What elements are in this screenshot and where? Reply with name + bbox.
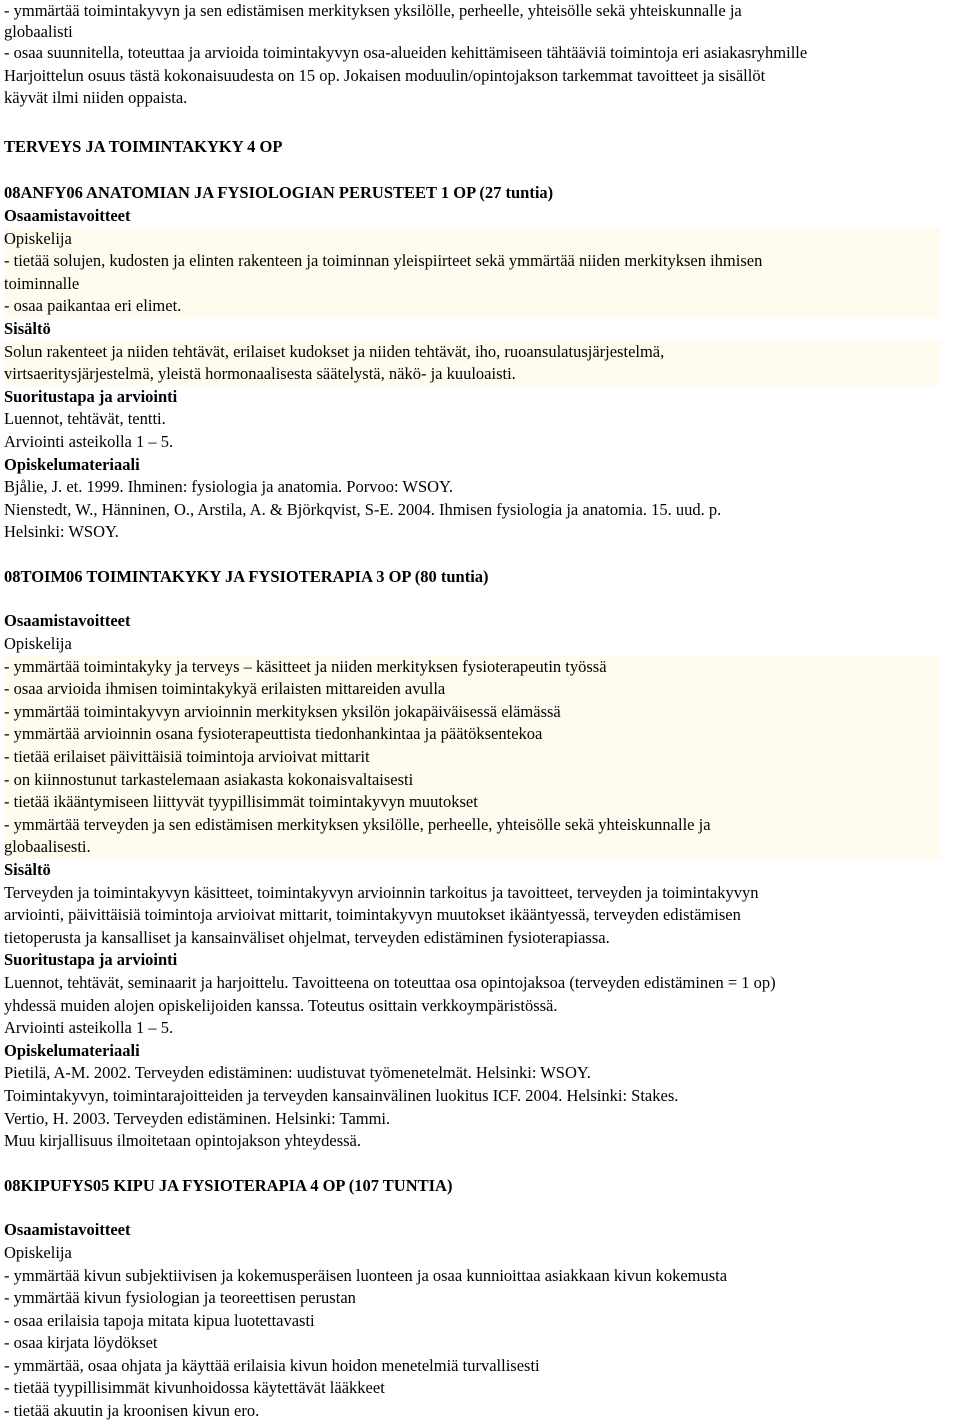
- intro-line-3: Harjoittelun osuus tästä kokonaisuudesta on 15 op. Jokaisen moduulin/opintojakson tarkemmat tavoitteet ja sisällöt käyvät ilmi niiden oppaista.: [4, 65, 766, 108]
- course1-materials-heading: Opiskelumateriaali: [4, 454, 140, 474]
- section-title: TERVEYS JA TOIMINTAKYKY 4 OP: [4, 136, 283, 156]
- course2-material-3: Vertio, H. 2003. Terveyden edistäminen. Helsinki: Tammi.: [4, 1108, 391, 1128]
- course3-title: 08KIPUFYS05 KIPU JA FYSIOTERAPIA 4 OP (107 TUNTIA): [4, 1175, 453, 1195]
- course3-student-label: Opiskelija: [4, 1242, 72, 1262]
- course2-goal-4: - ymmärtää arvioinnin osana fysioterapeuttista tiedonhankintaa ja päätöksentekoa: [4, 724, 543, 744]
- course2-goal-6: - on kiinnostunut tarkastelemaan asiakasta kokonaisvaltaisesti: [4, 769, 414, 789]
- course1-material-1: Bjålie, J. et. 1999. Ihminen: fysiologia ja anatomia. Porvoo: WSOY.: [4, 477, 453, 497]
- course2-goal-3: - ymmärtää toimintakyvyn arvioinnin merkityksen yksilön jokapäiväisessä elämässä: [4, 701, 561, 721]
- intro-line-1: - ymmärtää toimintakyvyn ja sen edistämisen merkityksen yksilölle, perheelle, yhteisölle sekä yhteiskunnalle ja globaalisti: [4, 1, 742, 41]
- course2-goal-7: - tietää ikääntymiseen liittyvät tyypillisimmät toimintakyvyn muutokset: [4, 792, 478, 812]
- course2-materials-heading: Opiskelumateriaali: [4, 1040, 140, 1060]
- course2-goal-8: - ymmärtää terveyden ja sen edistämisen merkityksen yksilölle, perheelle, yhteisölle sekä yhteiskunnalle ja globaalisesti.: [4, 814, 711, 857]
- course3-goal-2: - ymmärtää kivun fysiologian ja teoreettisen perustan: [4, 1288, 356, 1308]
- course2-goal-1: - ymmärtää toimintakyky ja terveys – käsitteet ja niiden merkityksen fysioterapeutin työssä: [4, 656, 607, 676]
- course2-material-1: Pietilä, A-M. 2002. Terveyden edistäminen: uudistuvat työmenetelmät. Helsinki: WSOY.: [4, 1063, 591, 1083]
- course2-goals-heading: Osaamistavoitteet: [4, 611, 131, 631]
- course1-title: 08ANFY06 ANATOMIAN JA FYSIOLOGIAN PERUSTEET 1 OP (27 tuntia): [4, 183, 554, 203]
- course3-goal-5: - ymmärtää, osaa ohjata ja käyttää erilaisia kivun hoidon menetelmiä turvallisesti: [4, 1355, 540, 1375]
- course3-goal-3: - osaa erilaisia tapoja mitata kipua luotettavasti: [4, 1310, 315, 1330]
- course3-goals-heading: Osaamistavoitteet: [4, 1220, 131, 1240]
- course1-method-1: Luennot, tehtävät, tentti.: [4, 409, 166, 429]
- course1-goal-1: - tietää solujen, kudosten ja elinten rakenteen ja toiminnan yleispiirteet sekä ymmärtää niiden merkityksen ihmisen toiminnalle: [4, 251, 763, 293]
- course3-goal-4: - osaa kirjata löydökset: [4, 1333, 158, 1353]
- course2-method-heading: Suoritustapa ja arviointi: [4, 950, 178, 970]
- course2-content-heading: Sisältö: [4, 860, 51, 879]
- course1-method-heading: Suoritustapa ja arviointi: [4, 386, 178, 406]
- intro-line-2: - osaa suunnitella, toteuttaa ja arvioida toimintakyvyn osa-alueiden kehittämiseen tähtääviä toimintoja eri asiakasryhmille: [4, 43, 808, 62]
- course2-method-1: Luennot, tehtävät, seminaarit ja harjoittelu. Tavoitteena on toteuttaa osa opintojaksoa (terveyden edistäminen = 1 op) yhdessä muiden alojen opiskelijoiden kanssa. Toteutus osittain verkkoympäristössä.: [4, 972, 776, 1015]
- course1-content: Solun rakenteet ja niiden tehtävät, erilaiset kudokset ja niiden tehtävät, iho, ruoansulatusjärjestelmä, virtsaeritysjärjestelmä, yleistä hormonaalisesta säätelystä, näkö- ja kuuloaisti.: [4, 341, 665, 384]
- course2-material-2: Toimintakyvyn, toimintarajoitteiden ja terveyden kansainvälinen luokitus ICF. 2004. Helsinki: Stakes.: [4, 1085, 679, 1105]
- course3-goal-1: - ymmärtää kivun subjektiivisen ja kokemusperäisen luonteen ja osaa kunnioittaa asiakkaan kivun kokemusta: [4, 1265, 728, 1285]
- course3-goal-6: - tietää tyypillisimmät kivunhoidossa käytettävät lääkkeet: [4, 1378, 385, 1398]
- course1-method-2: Arviointi asteikolla 1 – 5.: [4, 431, 174, 451]
- course2-student-label: Opiskelija: [4, 634, 72, 654]
- course1-goals-heading: Osaamistavoitteet: [4, 205, 131, 225]
- course1-student-label: Opiskelija: [4, 228, 72, 248]
- course3-goal-7: - tietää akuutin ja kroonisen kivun ero.: [4, 1401, 260, 1421]
- course2-method-2: Arviointi asteikolla 1 – 5.: [4, 1018, 174, 1038]
- course1-content-heading: Sisältö: [4, 318, 51, 338]
- course1-goal-2: - osaa paikantaa eri elimet.: [4, 296, 182, 316]
- course2-content: Terveyden ja toimintakyvyn käsitteet, toimintakyvyn arvioinnin tarkoitus ja tavoitteet, terveyden ja toimintakyvyn arviointi, päivittäisiä toimintoja arvioivat mittarit, toimintakyvyn muutokset ikääntyessä, terveyden edistämisen tietoperusta ja kansalliset ja kansainväliset ohjelmat, terveyden edistäminen fysioterapiassa.: [4, 882, 759, 947]
- course1-material-2: Nienstedt, W., Hänninen, O., Arstila, A. & Björkqvist, S-E. 2004. Ihmisen fysiologia ja anatomia. 15. uud. p. Helsinki: WSOY.: [4, 499, 722, 542]
- course2-goal-5: - tietää erilaiset päivittäisiä toimintoja arvioivat mittarit: [4, 747, 370, 767]
- course2-material-4: Muu kirjallisuus ilmoitetaan opintojakson yhteydessä.: [4, 1131, 361, 1151]
- course2-title: 08TOIM06 TOIMINTAKYKY JA FYSIOTERAPIA 3 OP (80 tuntia): [4, 566, 489, 586]
- course2-goal-2: - osaa arvioida ihmisen toimintakykyä erilaisten mittareiden avulla: [4, 679, 446, 699]
